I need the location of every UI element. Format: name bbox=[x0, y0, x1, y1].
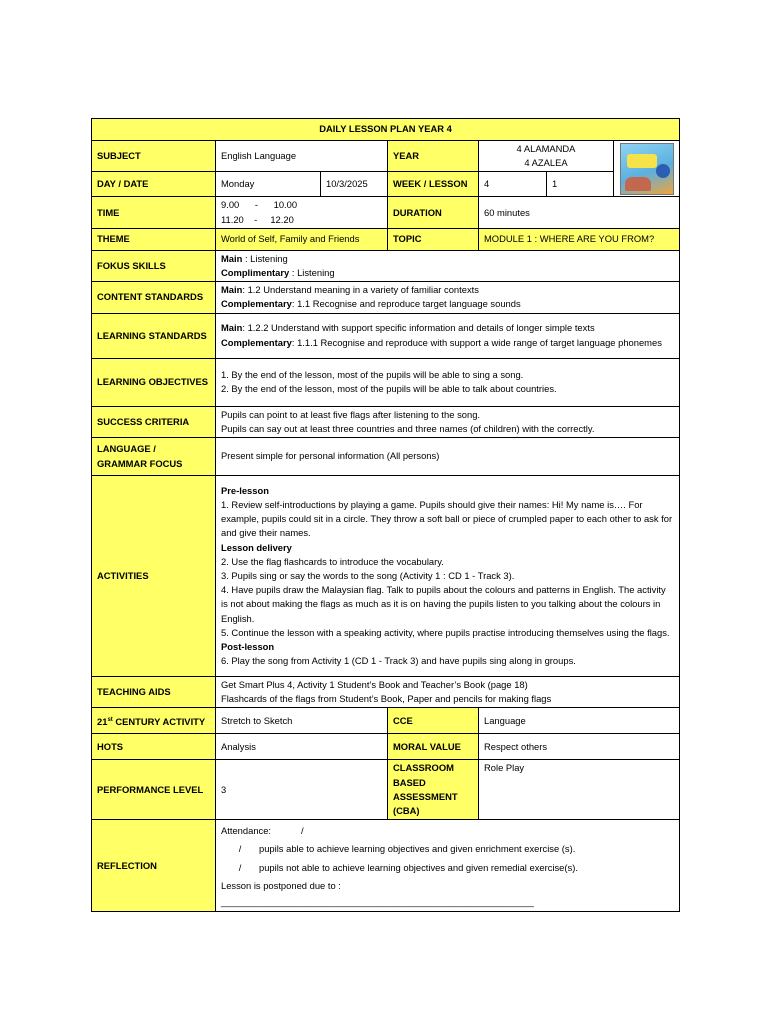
language-value: Present simple for personal information (All persons) bbox=[216, 438, 680, 476]
book-number-badge bbox=[656, 164, 670, 178]
success-value bbox=[216, 406, 680, 437]
activity-4: 4. Have pupils draw the Malaysian flag. Talk to pupils about the colours and patterns in English. The activity is not about making the flags as much as it is on having the pupils listen to you talking about the colours in English. bbox=[221, 584, 666, 624]
theme-row bbox=[92, 228, 680, 250]
cce-value: Language bbox=[479, 708, 680, 734]
week-label: WEEK / LESSON bbox=[388, 172, 479, 197]
century-row bbox=[92, 708, 680, 734]
date-value: 10/3/2025 bbox=[321, 172, 388, 197]
remedial-text: pupils not able to achieve learning objectives and given remedial exercise(s). bbox=[259, 861, 578, 873]
performance-value: 3 bbox=[216, 760, 388, 820]
activities-label: ACTIVITIES bbox=[92, 476, 216, 677]
fokus-label: FOKUS SKILLS bbox=[92, 250, 216, 281]
moral-value: Respect others bbox=[479, 734, 680, 760]
content-comp-value: : 1.1 Recognise and reproduce target language sounds bbox=[291, 298, 521, 310]
title-row bbox=[92, 119, 680, 141]
fokus-row bbox=[92, 250, 680, 281]
class-1: 4 ALAMANDA bbox=[516, 143, 576, 154]
objectives-value bbox=[216, 358, 680, 406]
cce-label: CCE bbox=[388, 708, 479, 734]
time-slot-2: 11.20 - 12.20 bbox=[221, 213, 294, 225]
hots-label: HOTS bbox=[92, 734, 216, 760]
postponed-label: Lesson is postponed due to : bbox=[221, 879, 341, 891]
activity-2: 2. Use the flag flashcards to introduce the vocabulary. bbox=[221, 555, 444, 567]
content-value bbox=[216, 282, 680, 313]
activity-3: 3. Pupils sing or say the words to the song (Activity 1 : CD 1 - Track 3). bbox=[221, 569, 515, 581]
learning-comp-value: : 1.1.1 Recognise and reproduce with support a wide range of target language phonemes bbox=[291, 336, 662, 348]
subject-label: SUBJECT bbox=[92, 141, 216, 172]
book-cover-image bbox=[620, 143, 674, 195]
content-main-label: Main bbox=[221, 284, 243, 296]
time-value bbox=[216, 197, 388, 228]
class-2: 4 AZALEA bbox=[524, 157, 568, 169]
post-lesson-heading: Post-lesson bbox=[221, 640, 275, 652]
hots-value: Analysis bbox=[216, 734, 388, 760]
success-2: Pupils can say out at least three countries and three names (of children) with the correctly. bbox=[221, 422, 595, 434]
century-value: Stretch to Sketch bbox=[216, 708, 388, 734]
success-label: SUCCESS CRITERIA bbox=[92, 406, 216, 437]
day-label: DAY / DATE bbox=[92, 172, 216, 197]
learning-label: LEARNING STANDARDS bbox=[92, 313, 216, 358]
objectives-row bbox=[92, 358, 680, 406]
cba-value: Role Play bbox=[479, 760, 680, 820]
time-label: TIME bbox=[92, 197, 216, 228]
language-row bbox=[92, 438, 680, 476]
aids-2: Flashcards of the flags from Student’s Book, Paper and pencils for making flags bbox=[221, 693, 552, 705]
performance-row bbox=[92, 760, 680, 820]
subject-value: English Language bbox=[216, 141, 388, 172]
aids-1: Get Smart Plus 4, Activity 1 Student’s Book and Teacher’s Book (page 18) bbox=[221, 679, 528, 691]
attendance-slash: / bbox=[301, 825, 304, 837]
content-row bbox=[92, 282, 680, 313]
fokus-main-label: Main bbox=[221, 252, 243, 264]
activity-5: 5. Continue the lesson with a speaking activity, where pupils practise introducing themselves using the flags. bbox=[221, 626, 670, 638]
theme-label: THEME bbox=[92, 228, 216, 250]
learning-comp-label: Complementary bbox=[221, 336, 292, 348]
week-value: 4 bbox=[479, 172, 547, 197]
learning-main-label: Main bbox=[221, 322, 243, 334]
subject-row bbox=[92, 141, 680, 172]
reflection-value bbox=[216, 820, 680, 912]
attendance-label: Attendance: bbox=[221, 825, 272, 837]
remedial-slash: / bbox=[238, 861, 242, 873]
theme-value: World of Self, Family and Friends bbox=[216, 228, 388, 250]
language-label: LANGUAGE / GRAMMAR FOCUS bbox=[92, 438, 216, 476]
postponed-line: ____________________________________________________________ bbox=[221, 896, 534, 908]
content-label: CONTENT STANDARDS bbox=[92, 282, 216, 313]
pre-lesson-heading: Pre-lesson bbox=[221, 484, 269, 496]
content-comp-label: Complementary bbox=[221, 298, 292, 310]
performance-label: PERFORMANCE LEVEL bbox=[92, 760, 216, 820]
fokus-comp-value: : Listening bbox=[289, 267, 335, 279]
duration-value: 60 minutes bbox=[479, 197, 680, 228]
topic-label: TOPIC bbox=[388, 228, 479, 250]
duration-label: DURATION bbox=[388, 197, 479, 228]
cba-label: CLASSROOM BASED ASSESSMENT (CBA) bbox=[388, 760, 479, 820]
enrichment-text: pupils able to achieve learning objectives and given enrichment exercise (s). bbox=[259, 843, 576, 855]
reflection-label: REFLECTION bbox=[92, 820, 216, 912]
success-row bbox=[92, 406, 680, 437]
day-value: Monday bbox=[216, 172, 321, 197]
learning-main-value: : 1.2.2 Understand with support specific information and details of longer simple texts bbox=[242, 322, 595, 334]
objective-1: 1. By the end of the lesson, most of the pupils will be able to sing a song. bbox=[221, 368, 524, 380]
day-row bbox=[92, 172, 680, 197]
topic-value: MODULE 1 : WHERE ARE YOU FROM? bbox=[479, 228, 680, 250]
plan-title: DAILY LESSON PLAN YEAR 4 bbox=[92, 119, 680, 141]
fokus-main-value: : Listening bbox=[242, 252, 288, 264]
lesson-plan-table bbox=[91, 118, 680, 912]
reflection-row bbox=[92, 820, 680, 912]
aids-label: TEACHING AIDS bbox=[92, 677, 216, 708]
content-main-value: : 1.2 Understand meaning in a variety of familiar contexts bbox=[242, 284, 479, 296]
aids-value bbox=[216, 677, 680, 708]
learning-row bbox=[92, 313, 680, 358]
success-1: Pupils can point to at least five flags after listening to the song. bbox=[221, 408, 481, 420]
moral-label: MORAL VALUE bbox=[388, 734, 479, 760]
book-illustration bbox=[625, 177, 651, 191]
fokus-value bbox=[216, 250, 680, 281]
book-cover-cell bbox=[614, 141, 680, 197]
objectives-label: LEARNING OBJECTIVES bbox=[92, 358, 216, 406]
activities-value bbox=[216, 476, 680, 677]
year-value bbox=[479, 141, 614, 172]
activities-row bbox=[92, 476, 680, 677]
hots-row bbox=[92, 734, 680, 760]
time-row bbox=[92, 197, 680, 228]
aids-row bbox=[92, 677, 680, 708]
objective-2: 2. By the end of the lesson, most of the pupils will be able to talk about countries. bbox=[221, 383, 557, 395]
activity-1: 1. Review self-introductions by playing a game. Pupils should give their names: Hi! My name is…. For example, pupils could sit in a circle. They throw a soft ball or piece of crumpled paper to each other to ask for and give their names. bbox=[221, 498, 673, 539]
lesson-delivery-heading: Lesson delivery bbox=[221, 541, 292, 553]
activity-6: 6. Play the song from Activity 1 (CD 1 - Track 3) and have pupils sing along in groups. bbox=[221, 655, 576, 667]
lesson-value: 1 bbox=[547, 172, 614, 197]
year-label: YEAR bbox=[388, 141, 479, 172]
book-logo bbox=[627, 154, 657, 168]
time-slot-1: 9.00 - 10.00 bbox=[221, 199, 298, 211]
century-label: 21st CENTURY ACTIVITY bbox=[92, 708, 216, 734]
enrichment-slash: / bbox=[238, 843, 242, 855]
learning-value bbox=[216, 313, 680, 358]
fokus-comp-label: Complimentary bbox=[221, 267, 290, 279]
